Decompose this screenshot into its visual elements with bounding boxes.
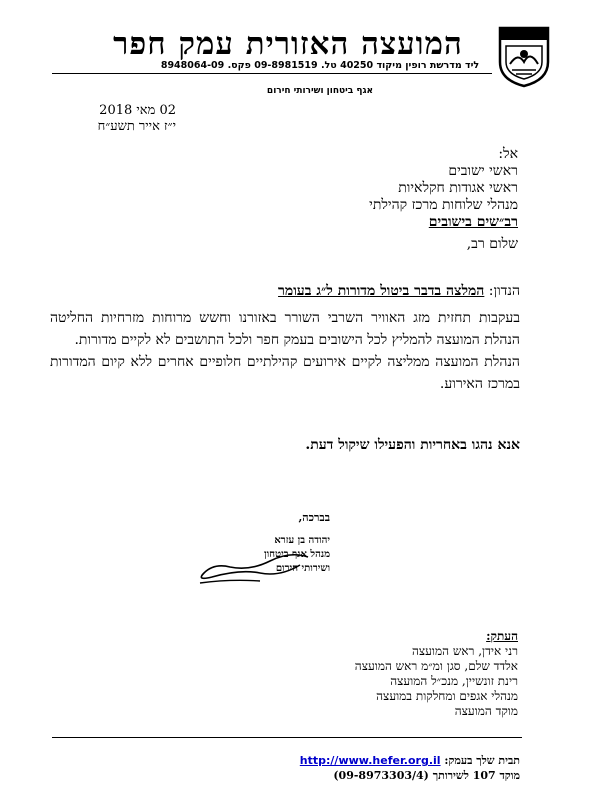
recipient-line: מנהלי שלוחות מרכז קהילתי xyxy=(369,197,518,213)
cc-line: אלדד שלם, סגן ומ״מ ראש המועצה xyxy=(354,659,518,673)
cc-line: מוקד המועצה xyxy=(454,704,518,718)
cc-line: רינת זונשיין, מנכ״ל המועצה xyxy=(390,674,518,688)
signatory-name: יהודה בן עזרא xyxy=(274,535,330,546)
subject-text: המלצה בדבר ביטול מדורות ל״ג בעומר xyxy=(278,283,485,299)
subject-prefix: הנדון: xyxy=(484,283,520,299)
signatory-title: ושירותי חירום xyxy=(275,563,330,574)
footer-website-link[interactable]: http://www.hefer.org.il xyxy=(299,754,441,767)
greeting: שלום רב, xyxy=(466,236,518,252)
recipients-block xyxy=(300,146,518,231)
contact-line: ליד מדרשת רופין מיקוד 40250 טל. 09-8981519 פקס. 8948064-09 xyxy=(160,60,480,71)
date-hebrew: י״ז אייר תשע״ח xyxy=(97,119,176,134)
cc-line: מנהלי אגפים ומחלקות במועצה xyxy=(376,689,518,703)
body-paragraph: בעקבות תחזית מזג האוויר השרבי השורר באזורנו וחשש מרוחות מזרחיות החליטה הנהלת המועצה להמליץ לכל הישובים בעמק חפר ולכל התושבים לא לקיים מדורות. xyxy=(50,310,520,348)
footer-website-label: תבית שלך בעמק: xyxy=(440,754,520,767)
cc-block xyxy=(320,629,518,719)
emphasis-line: אנא נהגו באחריות והפעילו שיקול דעת. xyxy=(305,437,520,453)
letterhead-title: המועצה האזורית עמק חפר xyxy=(113,26,463,62)
recipient-line: ראשי אגודות חקלאיות xyxy=(398,180,518,196)
footer-hotline: מוקד 107 לשירותך (09-8973303/4) xyxy=(333,769,520,782)
recipient-line-emphasized: רב״שים בישובים xyxy=(428,214,518,230)
department-name: אגף ביטחון ושירותי חירום xyxy=(266,86,374,96)
body-paragraph: הנהלת המועצה ממליצה לקיים אירועים קהילתיים חלופיים אחרים ללא קיום המדורות במרכז האירוע. xyxy=(50,354,520,392)
footer-divider xyxy=(52,737,522,738)
closing: בברכה, xyxy=(298,511,330,524)
recipient-line: ראשי ישובים xyxy=(448,163,518,179)
council-crest-logo xyxy=(498,24,550,88)
cc-line: רני אידן, ראש המועצה xyxy=(411,644,518,658)
footer-website-line xyxy=(210,754,520,767)
date-gregorian: 02 מאי 2018 xyxy=(99,103,176,118)
cc-title: העתק: xyxy=(486,629,518,643)
subject-line xyxy=(170,283,520,300)
recipients-label: אל: xyxy=(498,146,518,162)
letter-body xyxy=(50,307,520,395)
handwritten-signature xyxy=(190,543,320,593)
header-divider xyxy=(52,73,492,74)
signatory-title: מנהל אגף ביטחון xyxy=(264,549,330,560)
